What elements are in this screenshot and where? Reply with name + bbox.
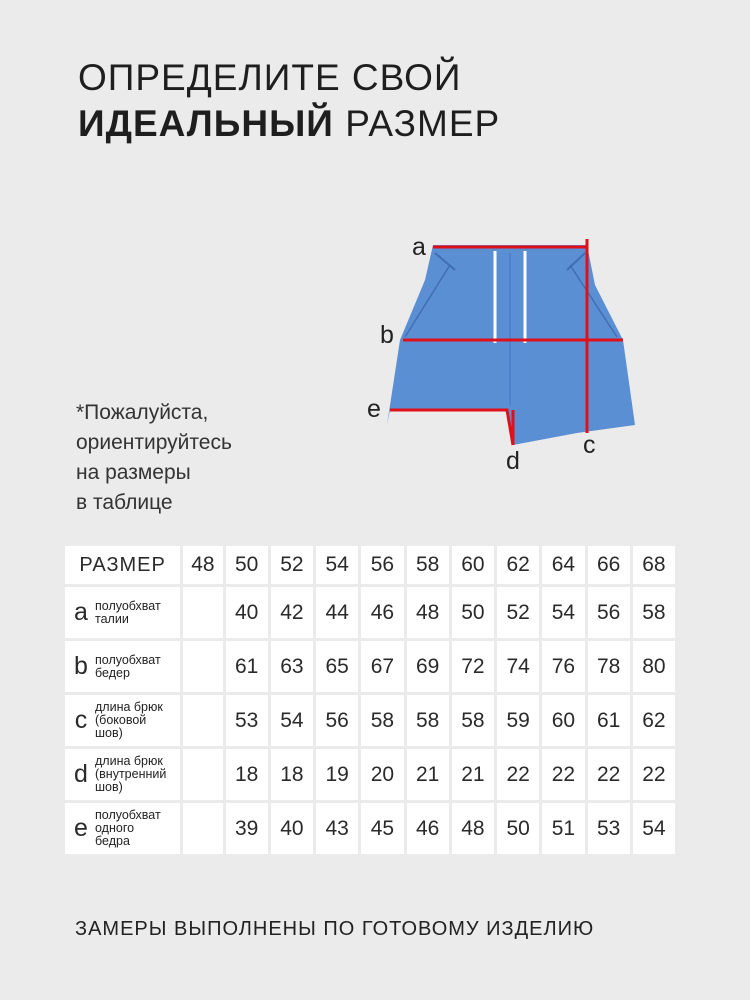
measure-line-e [390,410,513,445]
diagram-label-e: e [367,395,381,423]
note-line: ориентируйтесь [76,431,232,454]
table-cell: 19 [316,749,358,800]
table-cell: 22 [542,749,584,800]
table-row-e [65,803,675,854]
table-cell: 62 [633,695,675,746]
table-cell: 40 [271,803,313,854]
row-letter: a [74,598,88,626]
diagram-label-a: a [412,233,426,261]
row-description [93,654,161,680]
table-cell: 76 [542,641,584,692]
table-cell: 48 [407,587,449,638]
table-cell: 56 [588,587,630,638]
header-size: 64 [542,546,584,584]
table-cell: 22 [588,749,630,800]
row-label [65,695,180,746]
desc-line: бедер [95,665,130,680]
header-size: 62 [497,546,539,584]
table-cell: 21 [407,749,449,800]
table-cell: 58 [633,587,675,638]
shorts-measurement-diagram [355,225,655,485]
header-size: 54 [316,546,358,584]
table-cell: 61 [226,641,268,692]
table-cell: 67 [361,641,403,692]
note-line: на размеры [76,461,191,484]
row-description [93,701,163,740]
table-row-d [65,749,675,800]
header-size: 52 [271,546,313,584]
diagram-label-b: b [380,321,394,349]
table-row-b [65,641,675,692]
table-cell: 74 [497,641,539,692]
header-size: 66 [588,546,630,584]
table-cell: 20 [361,749,403,800]
table-cell: 61 [588,695,630,746]
desc-line: полуобхват [95,598,161,613]
table-cell [183,587,222,638]
table-cell: 43 [316,803,358,854]
table-cell: 42 [271,587,313,638]
header-size: 60 [452,546,494,584]
desc-line: одного [95,821,135,835]
desc-line: (боковой [95,713,147,727]
table-cell: 58 [361,695,403,746]
table-cell: 53 [588,803,630,854]
table-cell: 54 [542,587,584,638]
table-cell: 65 [316,641,358,692]
title-regular-word: РАЗМЕР [345,103,501,144]
shorts-shape [387,245,635,445]
desc-line: шов) [95,780,123,794]
row-letter: b [74,652,88,680]
desc-line: шов) [95,726,123,740]
table-cell [183,803,222,854]
row-description [93,755,166,794]
header-size: 56 [361,546,403,584]
table-cell [183,641,222,692]
table-cell [183,749,222,800]
table-cell: 44 [316,587,358,638]
table-row-a [65,587,675,638]
table-cell: 18 [271,749,313,800]
table-cell: 72 [452,641,494,692]
row-label [65,587,180,638]
table-cell: 50 [497,803,539,854]
table-cell: 56 [316,695,358,746]
table-cell: 53 [226,695,268,746]
table-cell: 39 [226,803,268,854]
table-cell: 54 [633,803,675,854]
table-cell: 40 [226,587,268,638]
row-label [65,749,180,800]
diagram-label-d: d [506,447,520,475]
table-cell: 59 [497,695,539,746]
shorts-illustration [355,225,655,485]
size-note [76,398,326,518]
table-cell [183,695,222,746]
note-line: в таблице [76,491,173,514]
desc-line: полуобхват [95,652,161,667]
desc-line: талии [95,611,129,626]
table-cell: 51 [542,803,584,854]
table-cell: 50 [452,587,494,638]
table-cell: 58 [407,695,449,746]
table-row-c [65,695,675,746]
table-cell: 58 [452,695,494,746]
footer-note: ЗАМЕРЫ ВЫПОЛНЕНЫ ПО ГОТОВОМУ ИЗДЕЛИЮ [75,918,595,940]
table-cell: 69 [407,641,449,692]
table-cell: 21 [452,749,494,800]
desc-line: (внутренний [95,767,167,781]
header-size: 50 [226,546,268,584]
diagram-label-c: c [583,431,596,459]
row-letter: e [74,814,88,842]
row-description [93,809,161,848]
desc-line: полуобхват [95,808,161,822]
page-title [78,55,500,147]
row-letter: c [74,706,88,734]
table-cell: 52 [497,587,539,638]
table-cell: 63 [271,641,313,692]
table-cell: 45 [361,803,403,854]
header-size: 58 [407,546,449,584]
table-cell: 18 [226,749,268,800]
header-size: 68 [633,546,675,584]
table-cell: 80 [633,641,675,692]
desc-line: длина брюк [95,754,163,768]
table-cell: 48 [452,803,494,854]
size-table [65,546,675,857]
note-line: *Пожалуйста, [76,401,209,424]
header-size-label: РАЗМЕР [65,546,180,584]
table-cell: 46 [361,587,403,638]
desc-line: бедра [95,834,130,848]
header-size: 48 [183,546,222,584]
table-cell: 22 [497,749,539,800]
table-cell: 46 [407,803,449,854]
row-description [93,600,161,626]
table-header-row [65,546,675,584]
row-label [65,803,180,854]
row-letter: d [74,760,88,788]
table-cell: 78 [588,641,630,692]
title-line-1: ОПРЕДЕЛИТЕ СВОЙ [78,57,462,98]
table-cell: 54 [271,695,313,746]
table-cell: 60 [542,695,584,746]
title-line-2 [78,101,500,147]
title-bold-word: ИДЕАЛЬНЫЙ [78,103,334,144]
row-label [65,641,180,692]
desc-line: длина брюк [95,700,163,714]
table-cell: 22 [633,749,675,800]
